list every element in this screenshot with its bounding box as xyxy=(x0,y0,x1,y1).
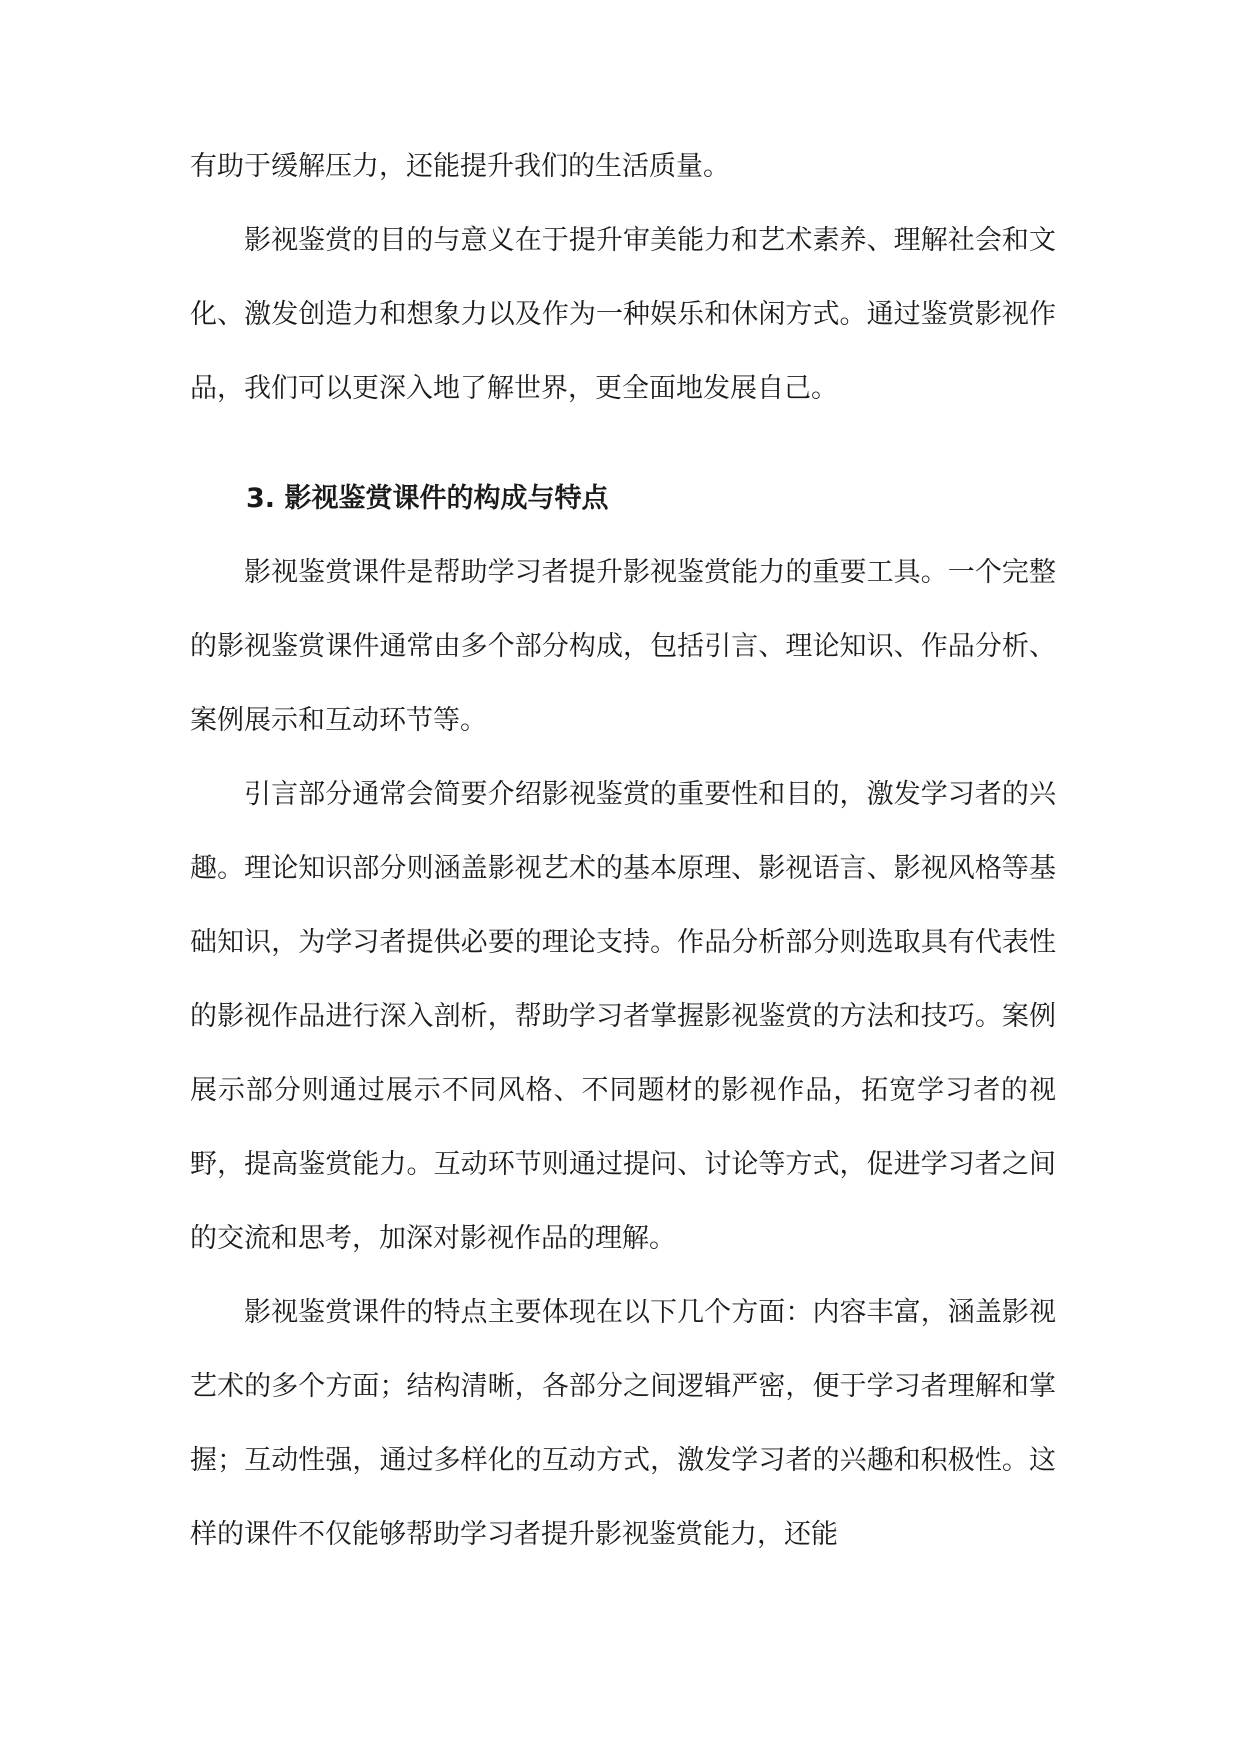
paragraph-continuation: 有助于缓解压力，还能提升我们的生活质量。 xyxy=(190,151,730,182)
paragraph-purpose: 影视鉴赏的目的与意义在于提升审美能力和艺术素养、理解社会和文化、激发创造力和想象力以及作为一种娱乐和休闲方式。通过鉴赏影视作品，我们可以更深入地了解世界，更全面地发展自己。 xyxy=(190,225,1056,404)
document-page xyxy=(190,130,1056,1572)
paragraph-features: 影视鉴赏课件的特点主要体现在以下几个方面：内容丰富，涵盖影视艺术的多个方面；结构清晰，各部分之间逻辑严密，便于学习者理解和掌握；互动性强，通过多样化的互动方式，激发学习者的兴趣和积极性。这样的课件不仅能够帮助学习者提升影视鉴赏能力，还能 xyxy=(190,1297,1056,1550)
paragraph-components: 引言部分通常会简要介绍影视鉴赏的重要性和目的，激发学习者的兴趣。理论知识部分则涵盖影视艺术的基本原理、影视语言、影视风格等基础知识，为学习者提供必要的理论支持。作品分析部分则选取具有代表性的影视作品进行深入剖析，帮助学习者掌握影视鉴赏的方法和技巧。案例展示部分则通过展示不同风格、不同题材的影视作品，拓宽学习者的视野，提高鉴赏能力。互动环节则通过提问、讨论等方式，促进学习者之间的交流和思考，加深对影视作品的理解。 xyxy=(190,779,1056,1254)
section-heading: 3. 影视鉴赏课件的构成与特点 xyxy=(246,483,609,514)
paragraph-intro: 影视鉴赏课件是帮助学习者提升影视鉴赏能力的重要工具。一个完整的影视鉴赏课件通常由多个部分构成，包括引言、理论知识、作品分析、案例展示和互动环节等。 xyxy=(190,557,1056,736)
